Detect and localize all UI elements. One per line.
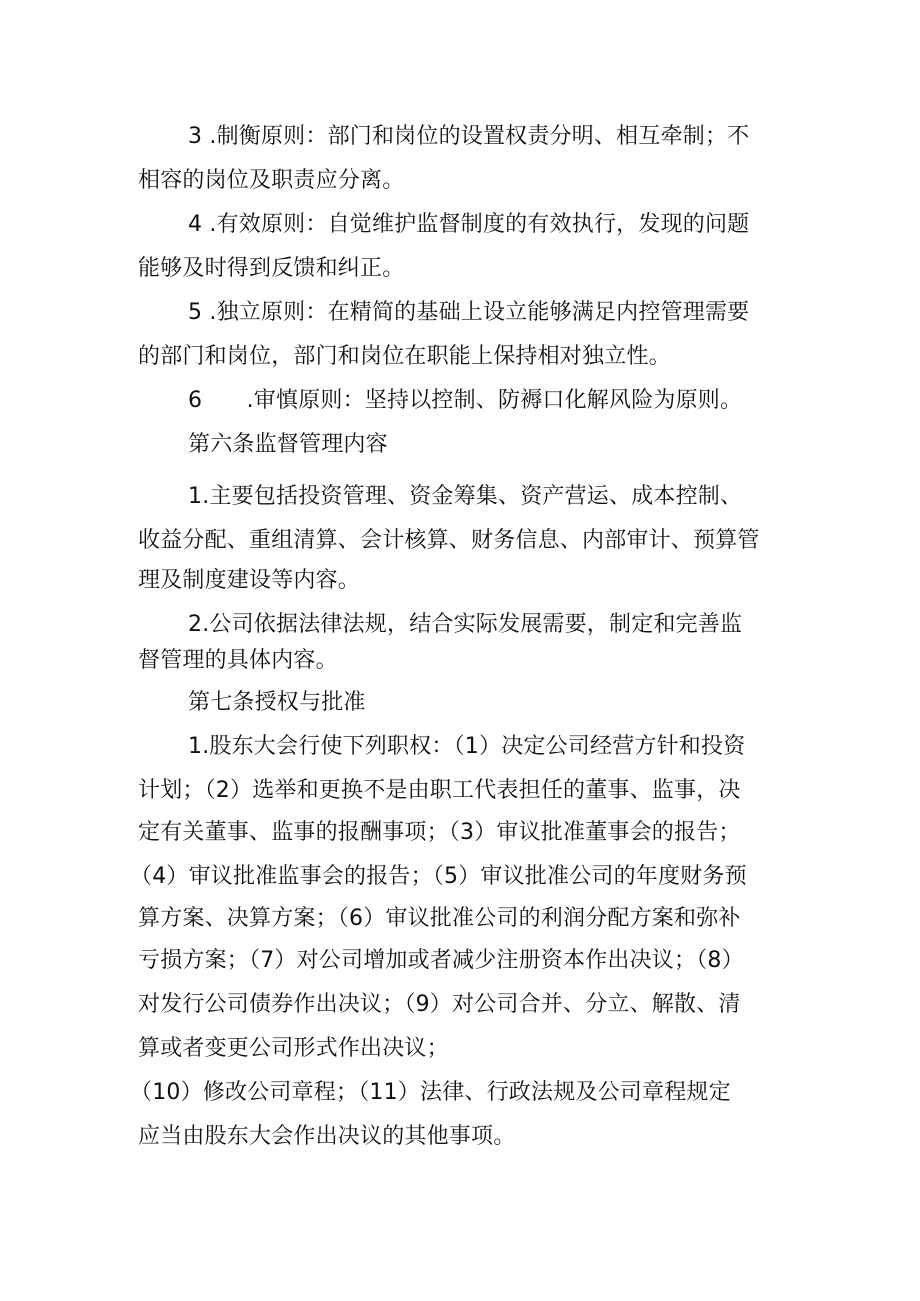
text-line: 应当由股东大会作出决议的其他事项。 — [138, 1124, 516, 1149]
text-line: 1.股东大会行使下列职权：（1）决定公司经营方针和投资 — [188, 734, 746, 759]
text-line: 理及制度建设等内容。 — [138, 568, 361, 593]
text-line: 收益分配、重组清算、会计核算、财务信息、内部审计、预算管 — [138, 528, 760, 553]
text-line: 督管理的具体内容。 — [138, 648, 338, 673]
text-line: 算方案、决算方案；（6）审议批准公司的利润分配方案和弥补 — [138, 906, 741, 931]
text-line: 算或者变更公司形式作出决议； — [138, 1036, 449, 1061]
section-heading: 第六条监督管理内容 — [188, 432, 388, 457]
text-line: 计划；（2）选举和更换不是由职工代表担任的董事、监事，决 — [138, 778, 741, 803]
text-line: 4 .有效原则：自觉维护监督制度的有效执行，发现的问题 — [188, 212, 750, 237]
text-line: 的部门和岗位，部门和岗位在职能上保持相对独立性。 — [138, 344, 671, 369]
text-line: （4）审议批准监事会的报告；（5）审议批准公司的年度财务预 — [130, 864, 747, 889]
text-line: 5 .独立原则：在精简的基础上设立能够满足内控管理需要 — [188, 300, 750, 325]
text-line: 亏损方案；（7）对公司增加或者减少注册资本作出决议；（8） — [138, 948, 744, 973]
text-line: 能够及时得到反馈和纠正。 — [138, 256, 405, 281]
section-heading: 第七条授权与批准 — [188, 690, 366, 715]
text-line: 定有关董事、监事的报酬事项；（3）审议批准董事会的报告； — [138, 820, 741, 845]
text-line: 相容的岗位及职责应分离。 — [138, 168, 405, 193]
text-line: 对发行公司债券作出决议；（9）对公司合并、分立、解散、清 — [138, 992, 741, 1017]
text-line: 1.主要包括投资管理、资金筹集、资产营运、成本控制、 — [188, 484, 743, 509]
text-line: 6 .审慎原则：坚持以控制、防褥口化解风险为原则。 — [188, 388, 743, 413]
text-line: （10）修改公司章程；（11）法律、行政法规及公司章程规定 — [130, 1080, 731, 1105]
text-line: 2.公司依据法律法规，结合实际发展需要，制定和完善监 — [188, 612, 743, 637]
text-line: 3 .制衡原则：部门和岗位的设置权责分明、相互牵制；不 — [188, 124, 750, 149]
